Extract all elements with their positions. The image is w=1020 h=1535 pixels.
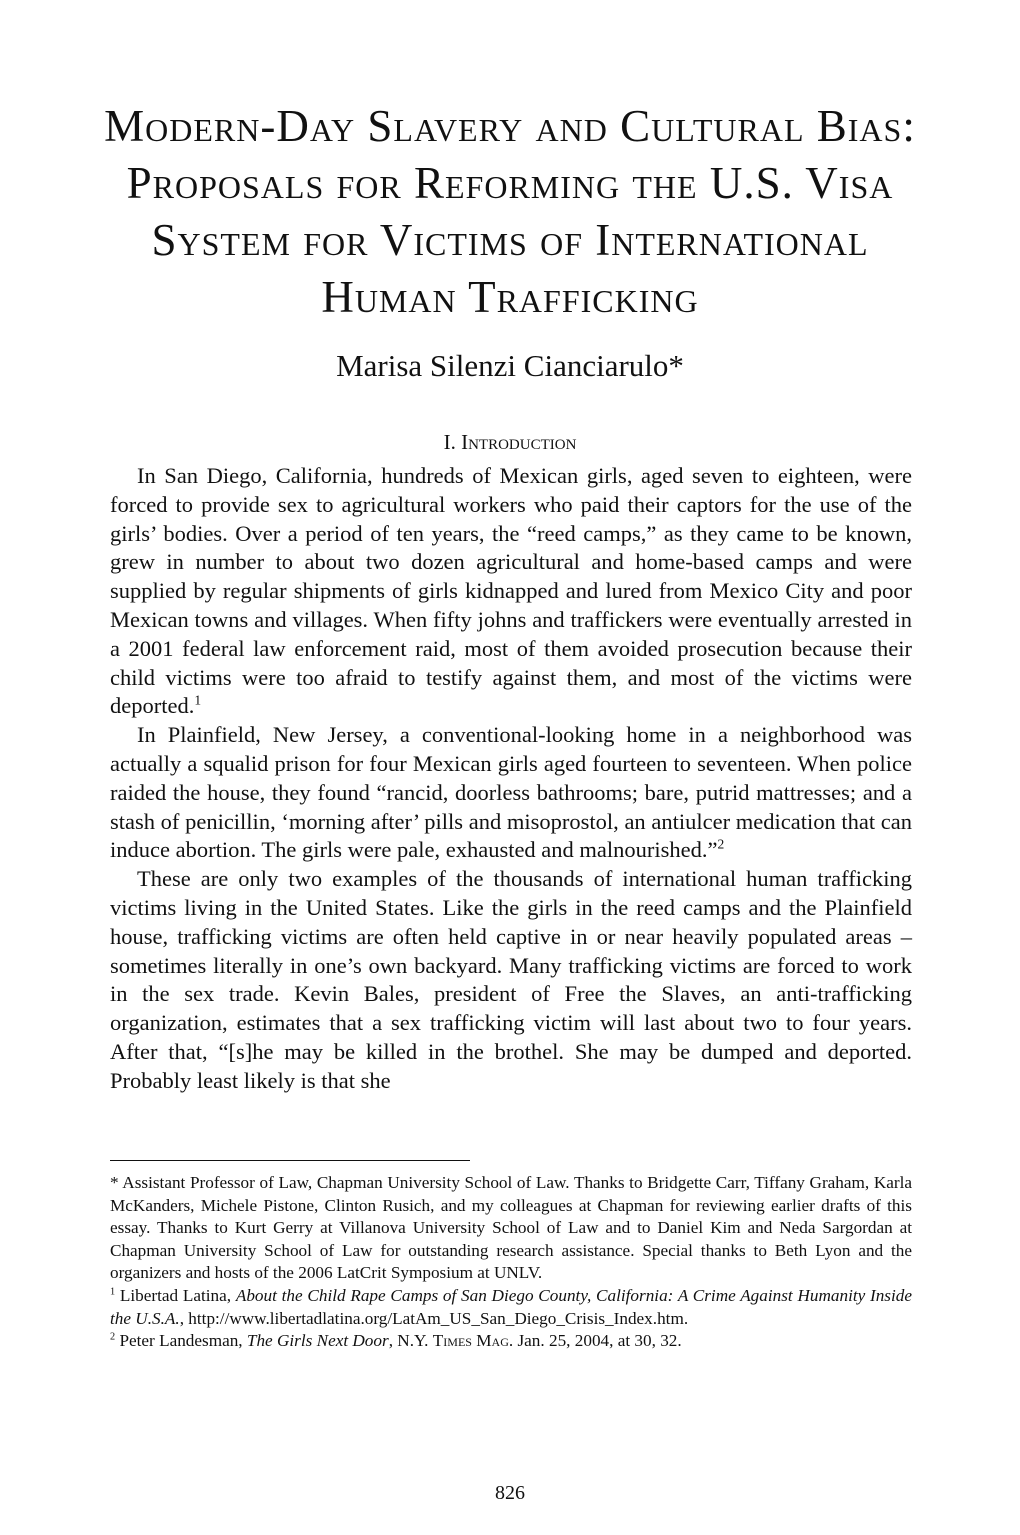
footnote-1-url: , http://www.libertadlatina.org/LatAm_US_San_Diego_Crisis_Index.htm.: [179, 1308, 689, 1328]
author-name: Marisa Silenzi Cianciarulo*: [336, 348, 684, 383]
footnote-divider: [110, 1160, 470, 1161]
paragraph-2-text: In Plainfield, New Jersey, a conventional-looking home in a neighborhood was actually a squalid prison for four Mexican girls aged fourteen to seventeen. When police raided the house, they found “rancid, doorless bathrooms; bare, putrid mattresses; and a stash of penicillin, ‘morning after’ pills and misoprostol, an antiulcer medication that can induce abortion. The girls were pale, exhausted and malnourished.”: [110, 722, 912, 863]
body-text: [110, 462, 912, 1096]
paragraph-3: [110, 865, 912, 1095]
footnote-2-title: The Girls Next Door: [246, 1331, 389, 1351]
footnote-2: [110, 1330, 912, 1353]
footnote-1-number: 1: [110, 1286, 116, 1298]
footnote-2-number: 2: [110, 1331, 116, 1343]
footnote-1-title: About the Child Rape Camps of San Diego County, California: A Crime Against Humanity Inside the U.S.A.: [110, 1285, 912, 1328]
footnote-1: [110, 1285, 912, 1330]
footnote-2-citation: Jan. 25, 2004, at 30, 32.: [513, 1331, 682, 1351]
paragraph-2: [110, 721, 912, 865]
footnote-2-journal: Times Mag.: [432, 1331, 514, 1351]
footnote-star: * Assistant Professor of Law, Chapman University School of Law. Thanks to Bridgette Carr, Tiffany Graham, Karla McKanders, Michele Pistone, Clinton Rusich, and my colleagues at Chapman for reviewing earlier drafts of this essay. Thanks to Kurt Gerry at Villanova University School of Law and to Daniel Kim and Neda Sargordan at Chapman University School of Law for outstanding research assistance. Special thanks to Beth Lyon and the organizers and hosts of the 2006 LatCrit Symposium at UNLV.: [110, 1173, 912, 1283]
article-title: Modern-Day Slavery and Cultural Bias: Proposals for Reforming the U.S. Visa System for Victims of International Human Trafficking: [104, 101, 916, 322]
footnote-ref-2: 2: [717, 836, 725, 852]
section-heading: I. Introduction: [443, 430, 577, 454]
footnote-2-mid: , N.Y.: [388, 1331, 433, 1351]
footnotes: [110, 1172, 912, 1353]
paragraph-1-text: In San Diego, California, hundreds of Mexican girls, aged seven to eighteen, were forced to provide sex to agricultural workers who paid their captors for the use of the girls’ bodies. Over a period of ten years, the “reed camps,” as they came to be known, grew in number to about two dozen agricultural and home-based camps and were supplied by regular shipments of girls kidnapped and lured from Mexico City and poor Mexican towns and villages. When fifty johns and traffickers were eventually arrested in a 2001 federal law enforcement raid, most of them avoided prosecution because their child victims were too afraid to testify against them, and most of the victims were deported.: [110, 463, 912, 719]
paragraph-1: [110, 462, 912, 721]
footnote-ref-1: 1: [194, 692, 202, 708]
footnote-2-author: Peter Landesman,: [119, 1331, 247, 1351]
page-number: 826: [495, 1482, 525, 1504]
paragraph-3-text: These are only two examples of the thousands of international human trafficking victims living in the United States. Like the girls in the reed camps and the Plainfield house, trafficking victims are often held captive in or near heavily populated areas – sometimes literally in one’s own backyard. Many trafficking victims are forced to work in the sex trade. Kevin Bales, president of Free the Slaves, an anti-trafficking organization, estimates that a sex trafficking victim will last about two to four years. After that, “[s]he may be killed in the brothel. She may be dumped and deported. Probably least likely is that she: [110, 866, 912, 1093]
footnote-1-source: Libertad Latina,: [119, 1285, 236, 1305]
